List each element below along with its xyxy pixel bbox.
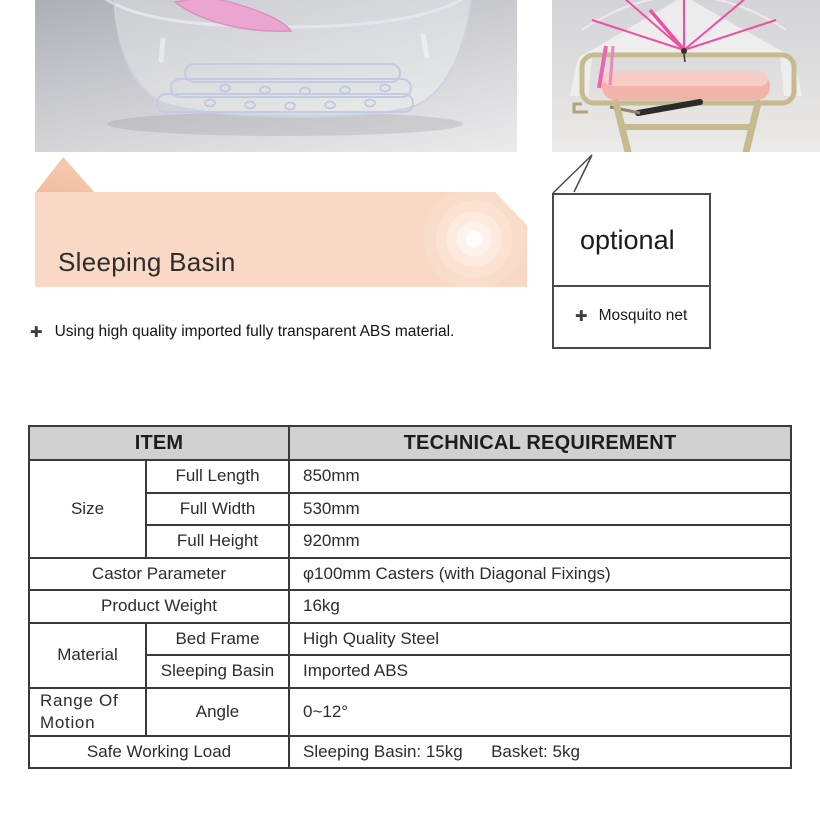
bed-frame-value: High Quality Steel (289, 623, 791, 656)
size-group-cell: Size (29, 460, 146, 558)
full-height-label: Full Height (146, 525, 289, 558)
angle-value: 0~12° (289, 688, 791, 736)
crib-illustration (552, 0, 820, 152)
full-width-label: Full Width (146, 493, 289, 526)
optional-title: optional (580, 224, 675, 255)
col-header-requirement: TECHNICAL REQUIREMENT (289, 426, 791, 460)
castor-value: φ100mm Casters (with Diagonal Fixings) (289, 558, 791, 591)
sleeping-basin-photo (35, 0, 517, 152)
optional-callout-box (552, 193, 711, 349)
optional-box-header (554, 195, 709, 287)
castor-label: Castor Parameter (29, 558, 289, 591)
angle-label: Angle (146, 688, 289, 736)
table-row (29, 623, 791, 656)
load-label: Safe Working Load (29, 736, 289, 769)
bed-frame-label: Bed Frame (146, 623, 289, 656)
material-group-cell: Material (29, 623, 146, 688)
table-row (29, 558, 791, 591)
banner-fold-corner (35, 157, 95, 193)
full-length-label: Full Length (146, 460, 289, 493)
feature-text: Using high quality imported fully transparent ABS material. (54, 323, 455, 340)
col-header-item: ITEM (29, 426, 289, 460)
crib-photo (552, 0, 820, 152)
feature-bullet (30, 323, 454, 341)
table-row (29, 590, 791, 623)
sleeping-basin-material-value: Imported ABS (289, 655, 791, 688)
sleeping-basin-material-label: Sleeping Basin (146, 655, 289, 688)
optional-box-item (554, 287, 709, 345)
table-row (29, 736, 791, 769)
weight-value: 16kg (289, 590, 791, 623)
plus-icon: ✚ (30, 323, 43, 341)
full-length-value: 850mm (289, 460, 791, 493)
section-title: Sleeping Basin (58, 247, 236, 277)
weight-label: Product Weight (29, 590, 289, 623)
table-header-row (29, 426, 791, 460)
full-width-value: 530mm (289, 493, 791, 526)
load-value: Sleeping Basin: 15kg Basket: 5kg (289, 736, 791, 769)
motion-group-cell: Range Of Motion (29, 688, 146, 736)
full-height-value: 920mm (289, 525, 791, 558)
spec-table (28, 425, 792, 769)
optional-item-label: Mosquito net (598, 307, 688, 324)
table-row (29, 460, 791, 493)
basin-illustration (35, 0, 517, 152)
table-row (29, 688, 791, 736)
plus-icon: ✚ (575, 307, 588, 325)
callout-pointer (545, 148, 625, 198)
